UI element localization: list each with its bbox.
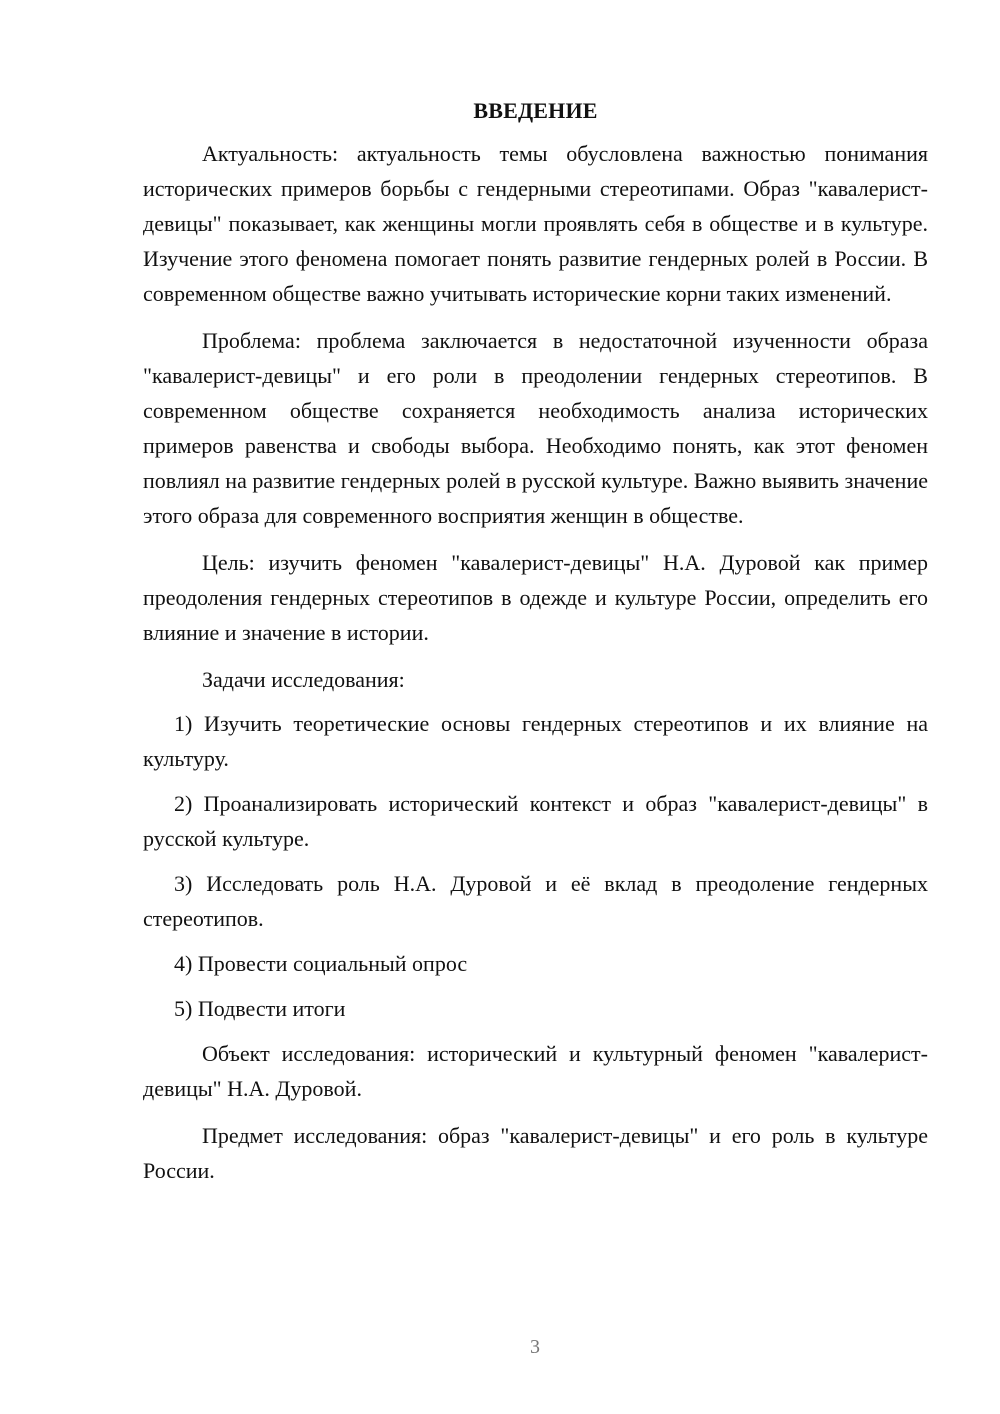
page-number: 3 [530,1336,540,1358]
task-item-2: 2) Проанализировать исторический контекст и образ "кавалерист-девицы" в русской культуре. [143,791,928,851]
task-item-5: 5) Подвести итоги [174,996,346,1021]
task-item-1: 1) Изучить теоретические основы гендерных стереотипов и их влияние на культуру. [143,711,928,771]
page-content [143,93,928,1200]
goal-paragraph: Цель: изучить феномен "кавалерист-девицы" Н.А. Дуровой как пример преодоления гендерных стереотипов в одежде и культуре России, определить его влияние и значение в истории. [143,550,928,645]
subject-paragraph: Предмет исследования: образ "кавалерист-девицы" и его роль в культуре России. [143,1123,928,1183]
object-paragraph: Объект исследования: исторический и культурный феномен "кавалерист-девицы" Н.А. Дуровой. [143,1041,928,1101]
section-title: ВВЕДЕНИЕ [473,98,598,123]
tasks-heading: Задачи исследования: [202,667,405,692]
problem-paragraph: Проблема: проблема заключается в недостаточной изученности образа "кавалерист-девицы" и его роли в преодолении гендерных стереотипов. В современном обществе сохраняется необходимость анализа исторических примеров равенства и свободы выбора. Необходимо понять, как этот феномен повлиял на развитие гендерных ролей в русской культуре. Важно выявить значение этого образа для современного восприятия женщин в обществе. [143,328,928,528]
relevance-paragraph: Актуальность: актуальность темы обусловлена важностью понимания исторических примеров борьбы с гендерными стереотипами. Образ "кавалерист-девицы" показывает, как женщины могли проявлять себя в обществе и в культуре. Изучение этого феномена помогает понять развитие гендерных ролей в России. В современном обществе важно учитывать исторические корни таких изменений. [143,141,928,306]
task-item-4: 4) Провести социальный опрос [174,951,468,976]
task-item-3: 3) Исследовать роль Н.А. Дуровой и её вклад в преодоление гендерных стереотипов. [143,871,928,931]
